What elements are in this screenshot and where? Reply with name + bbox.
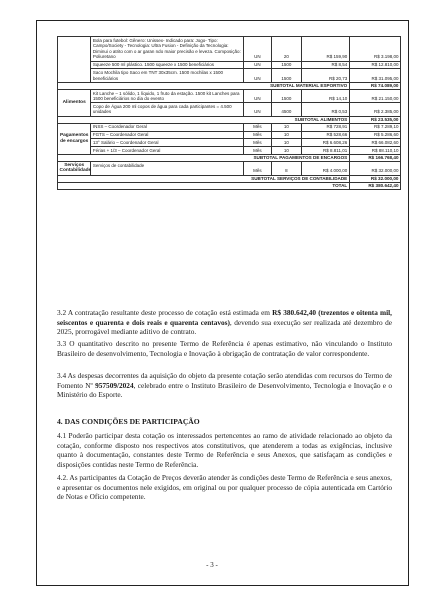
description-cell: Bola para futebol: Gênero: Unissex- Indicado para: Jogo- Tipo: Campo/Society - Tecnologia: Ultra Fusion - Definição da Tecnologia: Diminui o atrito com o ar garan ndo maior precisão e leveza. Composição: Poliuretano: [91, 37, 244, 62]
subtotal-label: SUBTOTAL PAGAMENTOS DE ENCARGOS: [58, 154, 350, 161]
unit-cell: Mês: [243, 147, 271, 155]
unit-cell: UN: [243, 61, 271, 69]
paragraph-4-1: 4.1 Poderão participar desta cotação os interessados pertencentes ao ramo de atividade relacionado ao objeto da cotação, conforme disposto nos respectivos atos constitutivos, que atenderem a todas as exigências, inclusive quanto à documentação, constantes deste Termo de Referência e seus Anexos, que satisfaçam as condições e disposições contidas neste Termo de Referência.: [57, 431, 392, 469]
subtotal-value: R$ 23.535,00: [349, 116, 400, 123]
category-cell: Pagamentos de encargos: [58, 123, 91, 154]
description-cell: Kit Lanche – 1 sólido, 1 líquido, 1 fruto da estação. 1500 kit Lanches para 1500 beneficiários no dia do evento: [91, 89, 244, 102]
quantity-cell: 1500: [271, 69, 301, 82]
table-row: [58, 69, 401, 82]
unit-price-cell: R$ 159,90: [301, 37, 349, 62]
quantity-cell: 10: [271, 123, 301, 131]
unit-price-cell: R$ 728,91: [301, 123, 349, 131]
total-cell: R$ 3.198,00: [349, 37, 400, 62]
unit-price-cell: R$ 20,73: [301, 69, 349, 82]
paragraph-3-3: 3.3 O quantitativo descrito no presente Termo de Referência é apenas estimativo, não vinculando o Instituto Brasileiro de desenvolvimento, Tecnologia e Inovação à obrigação de contratação de valor correspondente.: [57, 339, 392, 358]
unit-cell: UN: [243, 89, 271, 102]
quantity-cell: 1500: [271, 61, 301, 69]
unit-price-cell: R$ 14,10: [301, 89, 349, 102]
table-row: [58, 37, 401, 62]
page-number: - 3 -: [206, 561, 218, 569]
total-cell: R$ 2.385,00: [349, 103, 400, 116]
description-cell: FGTS – Coordenador Geral: [91, 131, 244, 139]
unit-price-cell: R$ 4.000,00: [301, 162, 349, 175]
description-cell: Férias + 1/3 – Coordenador Geral: [91, 147, 244, 155]
table-row: [58, 89, 401, 102]
unit-cell: Mês: [243, 162, 271, 175]
unit-price-cell: R$ 8.811,01: [301, 147, 349, 155]
subtotal-label: TOTAL: [58, 182, 350, 189]
total-cell: R$ 32.000,00: [349, 162, 400, 175]
subtotal-value: R$ 166.768,40: [349, 154, 400, 161]
quantity-cell: 10: [271, 139, 301, 147]
quantity-cell: 10: [271, 131, 301, 139]
description-cell: Copo de Água 200 ml copos de água para cada participantes = 4.500 unidades: [91, 103, 244, 116]
table-row: [58, 61, 401, 69]
unit-cell: Mês: [243, 131, 271, 139]
table-row: [58, 103, 401, 116]
section-heading-4: 4. DAS CONDIÇÕES DE PARTICIPAÇÃO: [57, 417, 200, 426]
unit-cell: Mês: [243, 139, 271, 147]
subtotal-value: R$ 380.642,40: [349, 182, 400, 189]
table-row: [58, 123, 401, 131]
description-cell: 13° Salário – Coordenador Geral: [91, 139, 244, 147]
total-cell: R$ 21.150,00: [349, 89, 400, 102]
category-cell: Alimentos: [58, 89, 91, 116]
table-row: [58, 147, 401, 155]
budget-table: [57, 36, 401, 190]
total-cell: R$ 66.082,60: [349, 139, 400, 147]
quantity-cell: 20: [271, 37, 301, 62]
subtotal-row: [58, 82, 401, 89]
unit-price-cell: R$ 0,53: [301, 103, 349, 116]
paragraph-3-4: 3.4 As despesas decorrentes da aquisição do objeto da presente cotação serão atendidas com recursos do Termo de Fomento Nº 957509/2024, celebrado entre o Instituto Brasileiro de Desenvolvimento, Tecnologia e Inovação e o Ministério do Esporte.: [57, 371, 392, 400]
unit-cell: UN: [243, 37, 271, 62]
total-cell: R$ 88.110,10: [349, 147, 400, 155]
quantity-cell: 4500: [271, 103, 301, 116]
quantity-cell: 10: [271, 147, 301, 155]
unit-cell: UN: [243, 103, 271, 116]
category-cell: [58, 37, 91, 83]
total-cell: R$ 31.095,00: [349, 69, 400, 82]
description-cell: Serviços de contabilidade: [91, 162, 244, 175]
total-cell: R$ 5.286,60: [349, 131, 400, 139]
quantity-cell: 1500: [271, 89, 301, 102]
unit-price-cell: R$ 528,66: [301, 131, 349, 139]
subtotal-label: SUBTOTAL MATERIAL ESPORTIVO: [58, 82, 350, 89]
category-cell: Serviços Contabilidade: [59, 162, 92, 174]
description-cell: Saco Mochila tipo Saco em TNT 30x35cm. 1500 mochilas x 1500 beneficiários: [91, 69, 244, 82]
description-cell: INSS – Coordenador Geral: [91, 123, 244, 131]
table-row: [58, 131, 401, 139]
subtotal-label: SUBTOTAL ALIMENTOS: [58, 116, 350, 123]
paragraph-4-2: 4.2. As participantes da Cotação de Preços deverão atender às condições deste Termo de Referência e seus anexos, e apresentar os documentos nele exigidos, em original ou por qualquer processo de cópia autenticada em Cartório de Notas e Ofício competente.: [57, 473, 392, 502]
subtotal-row: [58, 175, 401, 182]
subtotal-value: R$ 74.089,00: [349, 82, 400, 89]
subtotal-label: SUBTOTAL SERVIÇOS DE CONTABILIDADE: [58, 175, 350, 182]
subtotal-row: [58, 182, 401, 189]
subtotal-value: R$ 32.000,00: [349, 175, 400, 182]
unit-cell: Mês: [243, 123, 271, 131]
paragraph-3-2: 3.2 A contratação resultante deste processo de cotação está estimada em R$ 380.642,40 (trezentos e oitenta mil, seiscentos e quarenta e dois reais e quarenta centavos), devendo sua execução ser realizada até dezembro de 2025, prorrogável mediante aditivo de contrato.: [57, 308, 392, 337]
description-cell: Squeeze 500 ml plástico. 1500 squeeze x 1500 beneficiários: [91, 61, 244, 69]
unit-price-cell: R$ 8,54: [301, 61, 349, 69]
total-cell: R$ 7.289,10: [349, 123, 400, 131]
subtotal-row: [58, 154, 401, 161]
quantity-cell: 8: [271, 162, 301, 175]
unit-price-cell: R$ 6.608,26: [301, 139, 349, 147]
table-row: [58, 162, 401, 175]
subtotal-row: [58, 116, 401, 123]
unit-cell: UN: [243, 69, 271, 82]
total-cell: R$ 12.810,00: [349, 61, 400, 69]
table-row: [58, 139, 401, 147]
